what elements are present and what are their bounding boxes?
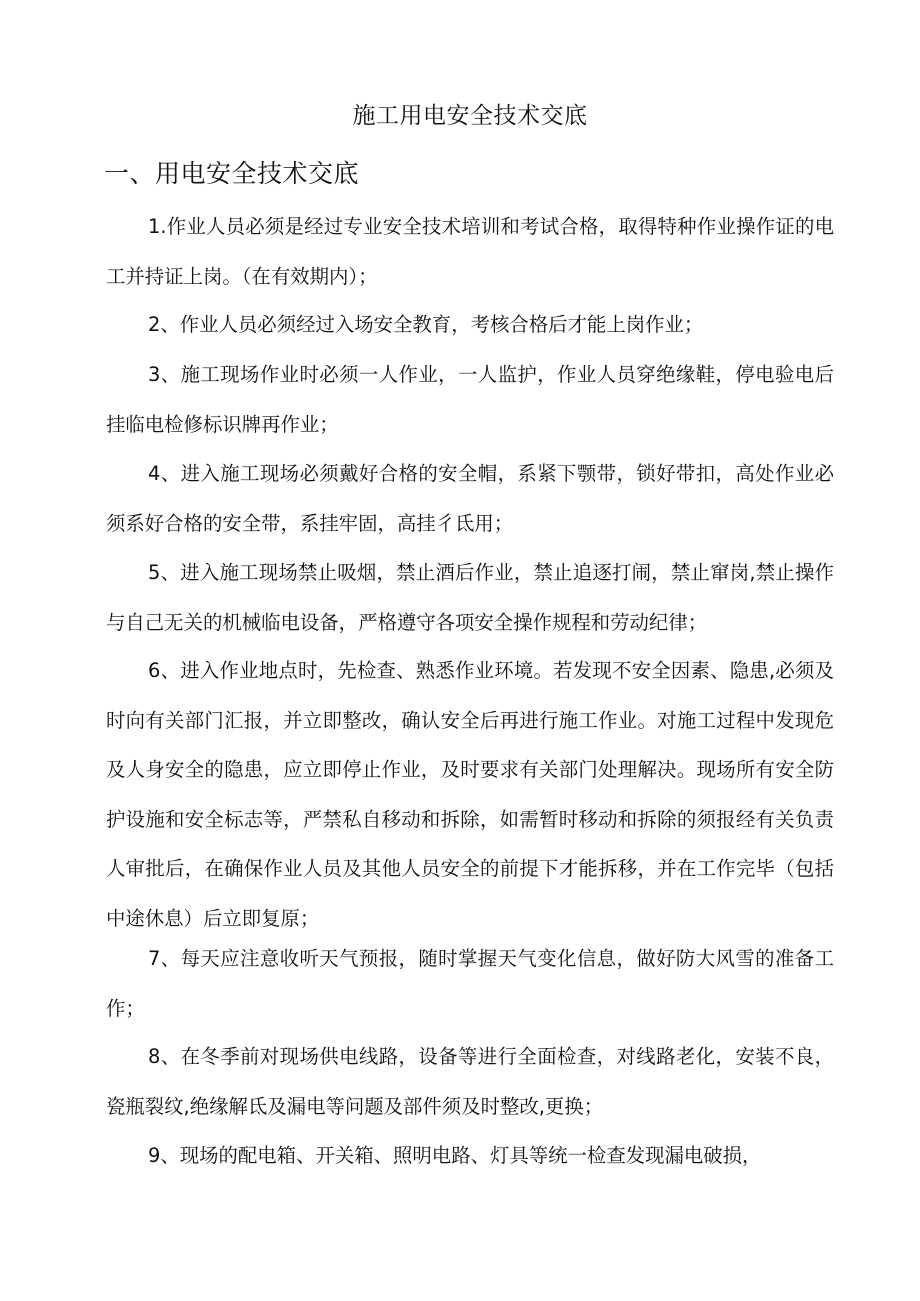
paragraph-item-7: 7、每天应注意收听天气预报，随时掌握天气变化信息，做好防大风雪的准备工作；: [106, 947, 834, 1020]
paragraph-item-6: 6、进入作业地点时，先检查、熟悉作业环境。若发现不安全因素、隐患,必须及时向有关部门汇报，并立即整改，确认安全后再进行施工作业。对施工过程中发现危及人身安全的隐患，应立即停止作业，及时要求有关部门处理解决。现场所有安全防护设施和安全标志等，严禁私自移动和拆除，如需暂时移动和拆除的须报经有关负责人审批后，在确保作业人员及其他人员安全的前提下才能拆移，并在工作完毕（包括中途休息）后立即复原；: [106, 659, 834, 930]
paragraph-item-9: 9、现场的配电箱、开关箱、照明电路、灯具等统一检查发现漏电破损，: [148, 1144, 762, 1167]
section-heading: 一、用电安全技术交底: [104, 159, 360, 188]
paragraph-item-8: 8、在冬季前对现场供电线路，设备等进行全面检查，对线路老化，安装不良，瓷瓶裂纹,绝缘解氐及漏电等问题及部件须及时整改,更换；: [106, 1045, 834, 1118]
paragraph-item-2: 2、作业人员必须经过入场安全教育，考核合格后才能上岗作业；: [148, 313, 704, 336]
paragraph-item-3: 3、施工现场作业时必须一人作业，一人监护，作业人员穿绝缘鞋，停电验电后挂临电检修标识牌再作业；: [106, 363, 834, 436]
paragraph-item-4: 4、进入施工现场必须戴好合格的安全帽，系紧下颚带，锁好带扣，高处作业必须系好合格的安全带，系挂牢固，高挂彳氐用；: [106, 462, 834, 535]
document-title: 施工用电安全技术交底: [352, 103, 588, 129]
paragraph-item-5: 5、进入施工现场禁止吸烟，禁止酒后作业，禁止追逐打闹，禁止窜岗,禁止操作与自己无关的机械临电设备，严格遵守各项安全操作规程和劳动纪律；: [106, 561, 834, 634]
paragraph-item-1: 1.作业人员必须是经过专业安全技术培训和考试合格，取得特种作业操作证的电工并持证上岗。（在有效期内）；: [106, 215, 834, 288]
